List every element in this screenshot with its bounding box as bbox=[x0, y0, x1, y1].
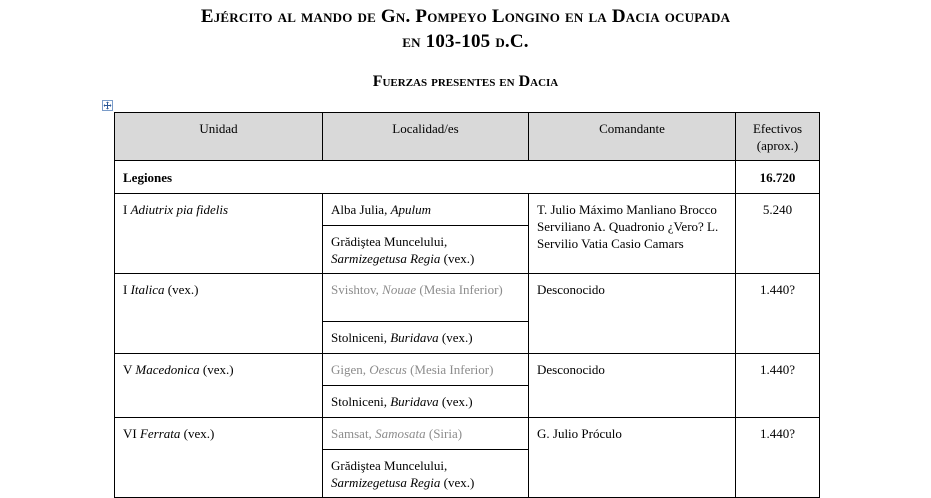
unit-name-italic: Ferrata bbox=[139, 426, 181, 441]
group-label: Legiones bbox=[115, 161, 736, 194]
forces-table bbox=[114, 112, 820, 498]
table-row bbox=[115, 194, 820, 226]
header-comandante: Comandante bbox=[529, 113, 736, 161]
table-row bbox=[115, 418, 820, 450]
location-place: Svishtov, bbox=[331, 282, 383, 297]
unit-name-suffix: (vex.) bbox=[180, 426, 215, 441]
unit-name-cell bbox=[115, 194, 323, 274]
location-note: (vex.) bbox=[440, 475, 475, 490]
unit-name-prefix: V bbox=[123, 362, 133, 377]
strength-cell: 1.440? bbox=[736, 418, 820, 498]
location-place: Grădiştea Muncelului, bbox=[331, 458, 448, 473]
location-cell bbox=[323, 354, 529, 386]
location-ancient-name: Sarmizegetusa Regia bbox=[331, 475, 441, 490]
unit-name-italic: Macedonica bbox=[135, 362, 200, 377]
title-line-1: Ejército al mando de Gn. Pompeyo Longino en la Dacia ocupada bbox=[200, 6, 731, 27]
location-note: (vex.) bbox=[438, 330, 473, 345]
strength-cell: 1.440? bbox=[736, 354, 820, 418]
move-arrows-icon bbox=[103, 101, 112, 110]
location-ancient-name: Buridava bbox=[390, 394, 439, 409]
unit-name-prefix: I bbox=[123, 202, 128, 217]
location-note: (Mesia Inferior) bbox=[416, 282, 503, 297]
location-place: Grădiştea Muncelului, bbox=[331, 234, 448, 249]
location-cell bbox=[323, 450, 529, 498]
strength-cell: 5.240 bbox=[736, 194, 820, 274]
location-cell bbox=[323, 386, 529, 418]
location-place: Gigen, bbox=[331, 362, 370, 377]
table-row bbox=[115, 274, 820, 322]
unit-name-cell bbox=[115, 418, 323, 498]
page-title bbox=[0, 4, 931, 54]
unit-name-suffix: (vex.) bbox=[199, 362, 234, 377]
location-cell bbox=[323, 274, 529, 322]
header-unidad: Unidad bbox=[115, 113, 323, 161]
group-row-legiones bbox=[115, 161, 820, 194]
location-place: Stolniceni, bbox=[331, 330, 391, 345]
header-efectivos-line1: Efectivos bbox=[752, 121, 803, 136]
location-ancient-name: Samosata bbox=[375, 426, 426, 441]
unit-name-italic: Italica bbox=[130, 282, 165, 297]
commander-cell: T. Julio Máximo Manliano Brocco Serviliano A. Quadronio ¿Vero? L. Servilio Vatia Casio Camars bbox=[529, 194, 736, 274]
group-total: 16.720 bbox=[736, 161, 820, 194]
location-ancient-name: Sarmizegetusa Regia bbox=[331, 251, 441, 266]
location-place: Alba Julia, bbox=[331, 202, 391, 217]
location-place: Stolniceni, bbox=[331, 394, 391, 409]
unit-name-cell bbox=[115, 354, 323, 418]
header-localidad: Localidad/es bbox=[323, 113, 529, 161]
unit-name-prefix: VI bbox=[123, 426, 137, 441]
location-cell bbox=[323, 226, 529, 274]
table-header-row bbox=[115, 113, 820, 161]
section-subtitle: Fuerzas presentes en Dacia bbox=[372, 73, 559, 90]
location-ancient-name: Oescus bbox=[369, 362, 407, 377]
location-ancient-name: Apulum bbox=[390, 202, 432, 217]
unit-name-italic: Adiutrix pia fidelis bbox=[130, 202, 229, 217]
location-note: (Mesia Inferior) bbox=[406, 362, 494, 377]
location-note: (Siria) bbox=[425, 426, 463, 441]
location-place: Samsat, bbox=[331, 426, 376, 441]
location-ancient-name: Buridava bbox=[390, 330, 439, 345]
commander-cell: Desconocido bbox=[529, 274, 736, 354]
commander-cell: Desconocido bbox=[529, 354, 736, 418]
table-row bbox=[115, 354, 820, 386]
location-cell bbox=[323, 418, 529, 450]
unit-name-suffix: (vex.) bbox=[164, 282, 199, 297]
header-efectivos-line2: (aprox.) bbox=[756, 138, 799, 153]
unit-name-cell bbox=[115, 274, 323, 354]
unit-name-prefix: I bbox=[123, 282, 128, 297]
location-ancient-name: Nouae bbox=[382, 282, 417, 297]
commander-cell: G. Julio Próculo bbox=[529, 418, 736, 498]
title-line-2: en 103-105 d.C. bbox=[402, 31, 529, 52]
strength-cell: 1.440? bbox=[736, 274, 820, 354]
location-cell bbox=[323, 194, 529, 226]
location-note: (vex.) bbox=[440, 251, 475, 266]
header-efectivos bbox=[736, 113, 820, 161]
table-move-handle[interactable] bbox=[102, 100, 113, 111]
location-note: (vex.) bbox=[438, 394, 473, 409]
location-cell bbox=[323, 322, 529, 354]
